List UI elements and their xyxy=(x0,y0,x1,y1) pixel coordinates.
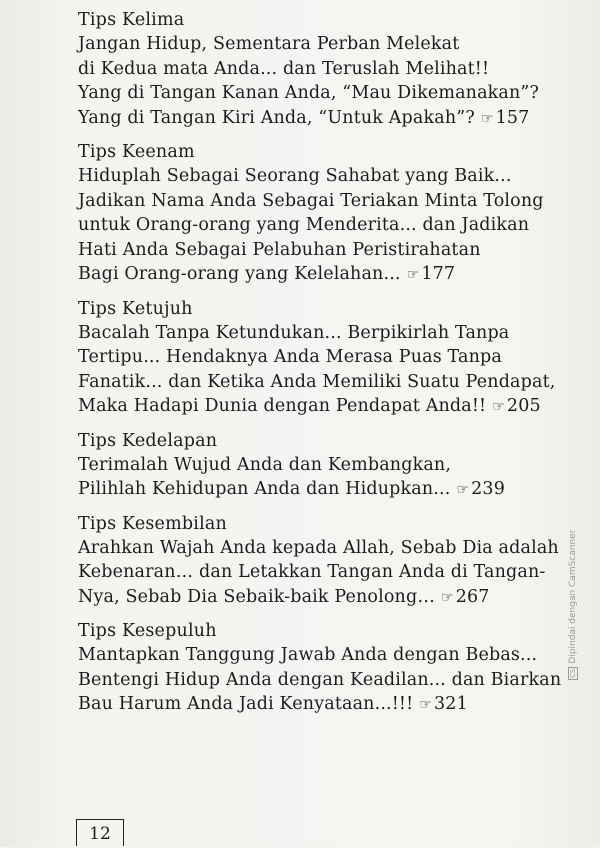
toc-section xyxy=(78,8,558,131)
section-line xyxy=(78,692,558,718)
section-line: untuk Orang-orang yang Menderita... dan Jadikan xyxy=(78,215,530,235)
section-line: Bacalah Tanpa Ketundukan... Berpikirlah Tanpa xyxy=(78,322,510,343)
section-line: Kebenaran… dan Letakkan Tangan Anda di Tangan- xyxy=(78,562,546,582)
page-ref: 239 xyxy=(471,479,505,499)
section-line: Jadikan Nama Anda Sebagai Teriakan Minta Tolong xyxy=(78,190,544,211)
section-heading: Tips Kesembilan xyxy=(78,513,228,534)
line-text: Nya, Sebab Dia Sebaik-baik Penolong… xyxy=(78,586,435,607)
section-heading: Tips Keenam xyxy=(78,142,195,162)
scanner-watermark xyxy=(568,530,578,680)
toc-section xyxy=(78,429,558,503)
page-ref: 321 xyxy=(434,694,468,714)
line-text: Maka Hadapi Dunia dengan Pendapat Anda!! xyxy=(78,396,487,416)
section-line: Yang di Tangan Kanan Anda, “Mau Dikemanakan”? xyxy=(78,83,540,103)
line-text: Bagi Orang-orang yang Kelelahan... xyxy=(78,264,401,284)
toc-content xyxy=(78,8,562,727)
section-heading: Tips Kesepuluh xyxy=(78,621,217,641)
pointing-hand-icon: ☞ xyxy=(419,697,432,713)
toc-section xyxy=(78,619,562,718)
toc-section xyxy=(78,512,558,611)
section-line xyxy=(78,262,558,288)
pointing-hand-icon: ☞ xyxy=(480,110,494,127)
section-line: di Kedua mata Anda... dan Teruslah Melihat!! xyxy=(78,58,490,79)
section-line: Jangan Hidup, Sementara Perban Melekat xyxy=(78,34,460,54)
section-line: Bentengi Hidup Anda dengan Keadilan... dan Biarkan xyxy=(78,669,562,690)
section-line: Terimalah Wujud Anda dan Kembangkan, xyxy=(78,454,452,475)
section-line xyxy=(78,106,558,132)
page-number: 12 xyxy=(76,819,124,846)
section-line xyxy=(78,394,558,420)
pointing-hand-icon: ☞ xyxy=(440,589,454,606)
line-text: Bau Harum Anda Jadi Kenyataan...!!! xyxy=(78,694,414,714)
pointing-hand-icon: ☞ xyxy=(492,399,505,415)
section-line: Mantapkan Tanggung Jawab Anda dengan Bebas... xyxy=(78,645,538,665)
section-line: Fanatik... dan Ketika Anda Memiliki Suatu Pendapat, xyxy=(78,371,556,392)
line-text: Pilihlah Kehidupan Anda dan Hidupkan... xyxy=(78,479,451,499)
section-heading: Tips Kelima xyxy=(78,10,185,30)
watermark-text: Dipindai dengan CamScanner xyxy=(568,529,578,664)
section-line: Tertipu... Hendaknya Anda Merasa Puas Tanpa xyxy=(78,347,502,367)
camscanner-logo-icon: CS xyxy=(569,668,577,678)
section-line xyxy=(78,477,558,503)
page-ref: 177 xyxy=(421,264,456,284)
pointing-hand-icon: ☞ xyxy=(406,267,420,283)
section-line: Hiduplah Sebagai Seorang Sahabat yang Baik... xyxy=(78,166,512,186)
page-ref: 267 xyxy=(455,586,490,607)
toc-section xyxy=(78,297,558,420)
pointing-hand-icon: ☞ xyxy=(456,482,470,498)
section-line: Arahkan Wajah Anda kepada Allah, Sebab Dia adalah xyxy=(78,537,559,558)
section-heading: Tips Ketujuh xyxy=(78,298,193,319)
section-line: Hati Anda Sebagai Pelabuhan Peristirahatan xyxy=(78,239,481,260)
page-ref: 205 xyxy=(506,396,541,416)
section-line xyxy=(78,585,558,611)
toc-section xyxy=(78,140,558,288)
section-heading: Tips Kedelapan xyxy=(78,430,218,451)
page-ref: 157 xyxy=(495,107,530,128)
line-text: Yang di Tangan Kiri Anda, “Untuk Apakah”? xyxy=(78,107,475,128)
